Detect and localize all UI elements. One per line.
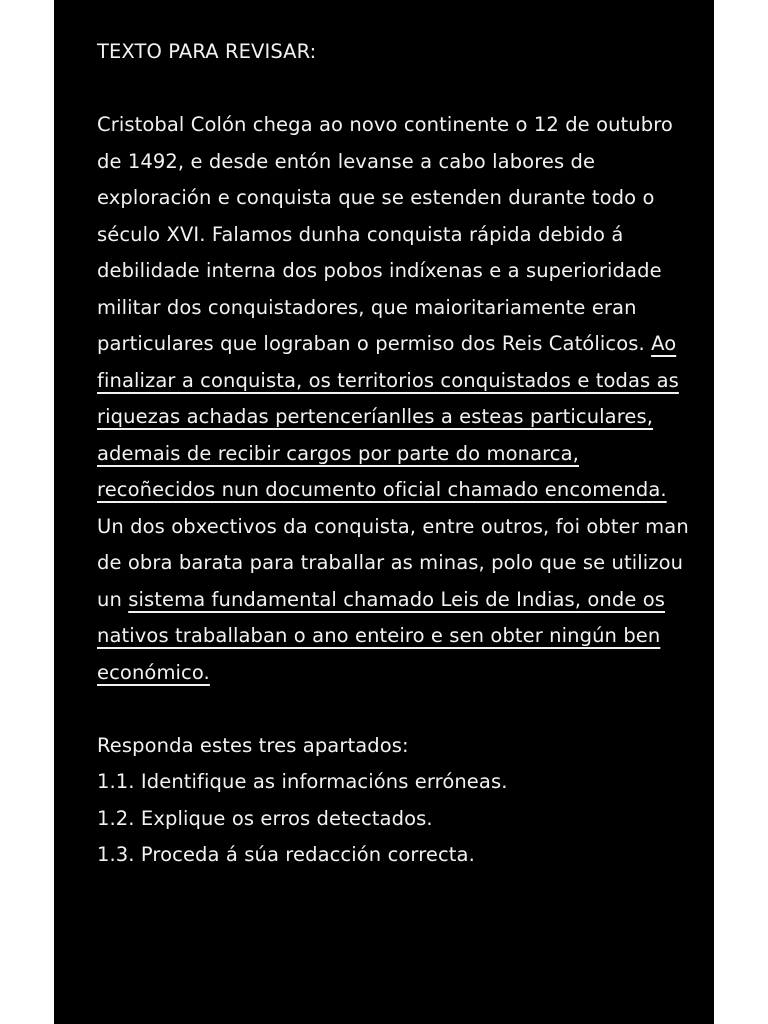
questions-block xyxy=(97,728,697,874)
question-item: 1.1. Identifique as informacións erróneas. xyxy=(97,770,508,793)
document-heading: TEXTO PARA REVISAR: xyxy=(97,40,317,63)
question-item: 1.2. Explique os erros detectados. xyxy=(97,806,433,830)
paragraph-1-underlined-text: Ao finalizar a conquista, os territorios conquistados e todas as riquezas achadas pertenceríanlles a esteas particulares, ademais de recibir cargos por parte do monarca, recoñecidos nun documento oficial chamado encomenda. xyxy=(97,332,679,501)
question-item: 1.3. Proceda á súa redacción correcta. xyxy=(97,843,475,866)
paragraph-1-text: Cristobal Colón chega ao novo continente o 12 de outubro de 1492, e desde entón levanse a cabo labores de exploración e conquista que se estenden durante todo o século XVI. Falamos dunha conquista rápida debido á debilidade interna dos pobos indíxenas e a superioridade militar dos conquistadores, que maioritariamente eran particulares que lograban o permiso dos Reis Católicos. xyxy=(97,113,673,355)
paragraph-2 xyxy=(97,509,697,692)
paragraph-2-underlined-text: sistema fundamental chamado Leis de Indias, onde os nativos traballaban o ano enteiro e sen obter ningún ben económico. xyxy=(97,587,666,684)
paragraph-1 xyxy=(97,107,697,509)
paragraph-2-text: Un dos obxectivos da conquista, entre outros, foi obter man de obra barata para traballar as minas, polo que se utilizou un xyxy=(97,514,689,611)
document-content xyxy=(97,34,697,874)
questions-intro: Responda estes tres apartados: xyxy=(97,733,409,757)
